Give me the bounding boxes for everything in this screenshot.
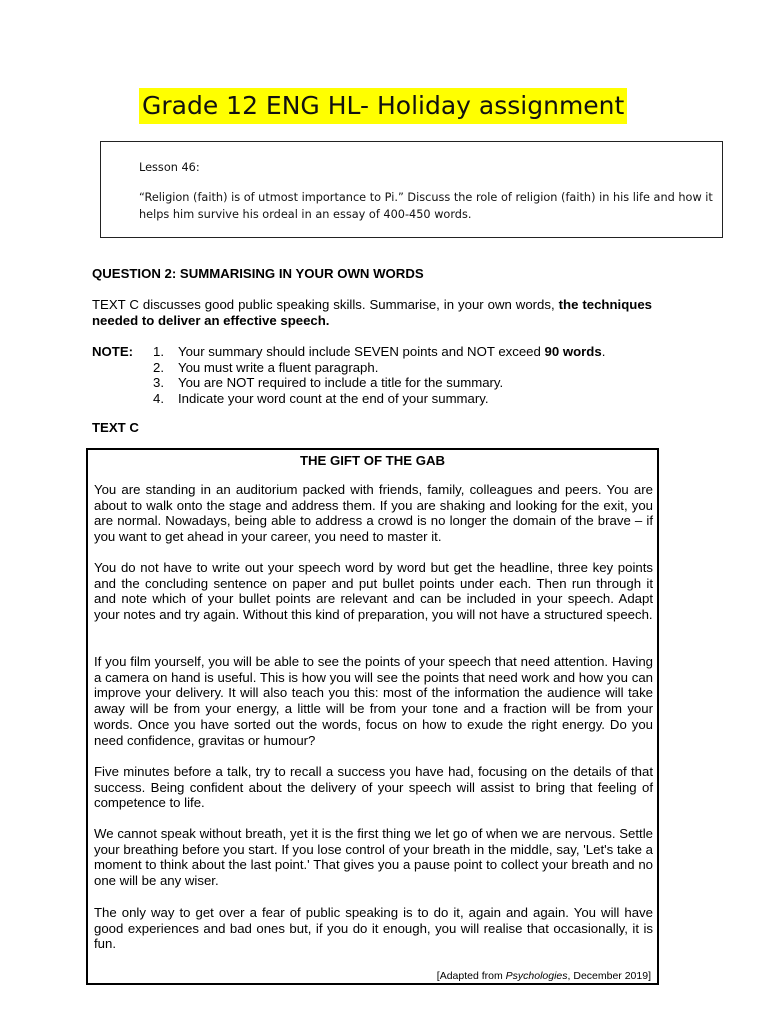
intro-plain: TEXT C discusses good public speaking skills. Summarise, in your own words, (92, 297, 559, 312)
question-intro (92, 297, 652, 329)
source-italic: Psychologies (505, 970, 568, 982)
note-end: . (601, 344, 606, 359)
note-number: 1. (153, 344, 164, 359)
assignment-title: Grade 12 ENG HL- Holiday assignment (139, 88, 627, 124)
note-number: 2. (153, 359, 164, 375)
text-c-label: TEXT C (92, 420, 139, 435)
passage-box (86, 448, 659, 985)
source-prefix: [Adapted from (436, 970, 506, 982)
source-citation (437, 970, 651, 982)
passage-paragraph: The only way to get over a fear of public speaking is to do it, again and again. You will have good experiences and bad ones but, if you do it enough, you will realise that occasionally, it is fun. (94, 905, 653, 952)
note-number: 4. (153, 391, 164, 407)
intro-bold: the techniques needed to deliver an effective speech. (92, 297, 652, 328)
note-text: You are NOT required to include a title for the summary. (178, 375, 504, 391)
note-item (153, 360, 605, 376)
note-text: Your summary should include SEVEN points and NOT exceed (178, 344, 545, 359)
note-item (153, 344, 605, 360)
passage-paragraph: If you film yourself, you will be able to see the points of your speech that need attention. Having a camera on hand is useful. This is how you will see the points that need work and how you can improve your delivery. It will also teach you this: most of the information the audience will take away will be from your energy, a little will be from your tone and a fraction will be from your words. Once you have sorted out the words, focus on how to exude the right energy. Do you need confidence, gravitas or humour? (94, 654, 653, 748)
source-suffix: , December 2019] (567, 970, 651, 982)
note-text: You must write a fluent paragraph. (178, 359, 379, 375)
note-list (153, 344, 605, 407)
passage-paragraph: You do not have to write out your speech word by word but get the headline, three key points and the concluding sentence on paper and put bullet points under each. Then run through it and note which of your bullet points are relevant and can be included in your speech. Adapt your notes and try again. Without this kind of preparation, you will not have a structured speech. (94, 560, 653, 623)
note-label: NOTE: (92, 344, 134, 359)
note-item (153, 391, 605, 407)
note-number: 3. (153, 375, 164, 391)
lesson-label: Lesson 46: (139, 161, 200, 174)
passage-paragraph: Five minutes before a talk, try to recall a success you have had, focusing on the details of that success. Being confident about the delivery of your speech will assist to bring that feeling of competence to life. (94, 764, 653, 811)
passage-paragraph: We cannot speak without breath, yet it is the first thing we let go of when we are nervous. Settle your breathing before you start. If you lose control of your breath in the middle, say, 'Let's take a moment to think about the last point.' That gives you a pause point to collect your breath and no one will be any wiser. (94, 826, 653, 889)
lesson-prompt: “Religion (faith) is of utmost importance to Pi.” Discuss the role of religion (faith) in his life and how it helps him survive his ordeal in an essay of 400-450 words. (139, 191, 713, 221)
question-heading: QUESTION 2: SUMMARISING IN YOUR OWN WORDS (92, 266, 424, 281)
passage-title: THE GIFT OF THE GAB (299, 453, 446, 468)
lesson-box (100, 141, 723, 238)
note-text: Indicate your word count at the end of your summary. (178, 391, 489, 407)
note-item (153, 375, 605, 391)
passage-paragraph: You are standing in an auditorium packed with friends, family, colleagues and peers. You are about to walk onto the stage and address them. If you are shaking and looking for the exit, you are normal. Nowadays, being able to address a crowd is no longer the domain of the brave – if you want to get ahead in your career, you need to master it. (94, 482, 653, 545)
note-bold: 90 words (544, 344, 602, 359)
